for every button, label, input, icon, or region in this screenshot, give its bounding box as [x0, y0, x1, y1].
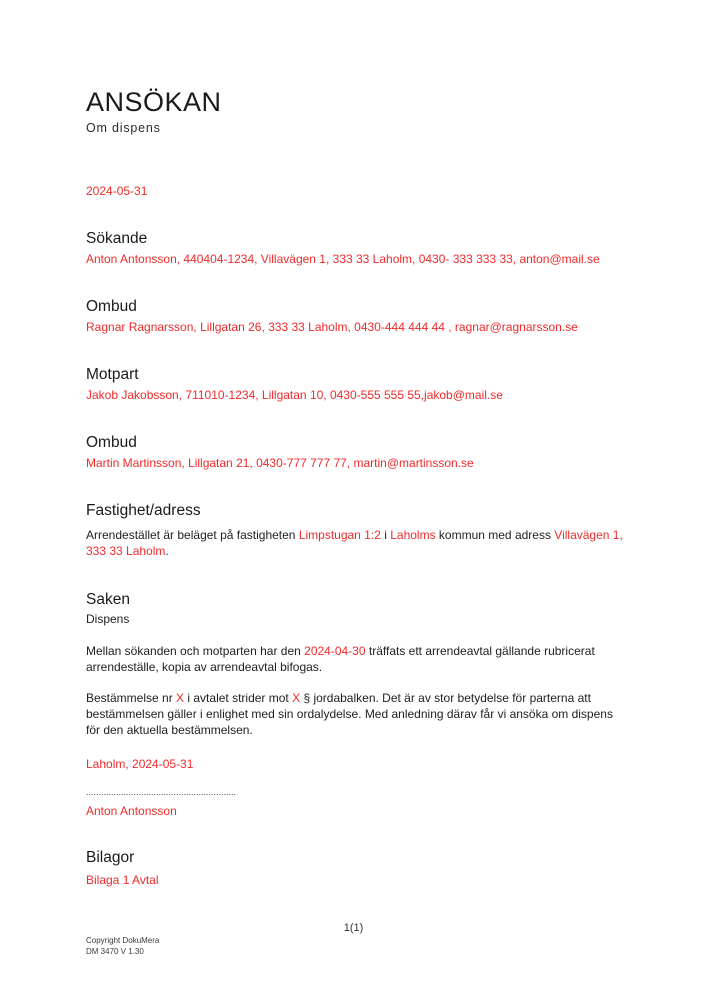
section-heading-fastighet: Fastighet/adress	[86, 502, 201, 519]
page-number: 1(1)	[343, 922, 364, 934]
section-heading-sokande: Sökande	[86, 230, 148, 247]
para2-text-2: i avtalet strider mot	[184, 691, 293, 705]
ombud-1-details: Ragnar Ragnarsson, Lillgatan 26, 333 33 Laholm, 0430-444 444 44 , ragnar@ragnarsson.se	[86, 320, 578, 334]
section-sokande	[86, 230, 626, 267]
fastighet-text-4: .	[165, 544, 169, 558]
fastighet-text-3: kommun med adress	[435, 528, 555, 542]
para1-text-1: Mellan sökanden och motparten har den	[86, 644, 305, 658]
sokande-details: Anton Antonsson, 440404-1234, Villavägen 1, 333 33 Laholm, 0430- 333 333 33, anton@mail.se	[86, 252, 600, 266]
fastighet-property-id: Limpstugan 1:2	[298, 528, 381, 542]
para2-law-section: X	[292, 691, 301, 705]
copyright-line-1: Copyright DokuMera	[86, 936, 160, 945]
saken-paragraph-2	[86, 690, 626, 738]
signature-block	[86, 756, 626, 819]
para2-text-3: § jordabalken. Det är av stor betydelse för parterna att bestämmelsen gäller i enlighet med sin ordalydelse. Med anledning därav får vi ansöka om dispens för den aktuella bestämmelsen.	[86, 691, 613, 737]
para2-text-1: Bestämmelse nr	[86, 691, 177, 705]
section-heading-ombud-2: Ombud	[86, 434, 137, 451]
section-heading-saken: Saken	[86, 591, 130, 608]
signature-name: Anton Antonsson	[86, 804, 177, 818]
section-heading-motpart: Motpart	[86, 366, 139, 383]
footer-copyright	[86, 936, 159, 957]
section-heading-ombud-1: Ombud	[86, 298, 137, 315]
fastighet-text-2: i	[380, 528, 391, 542]
saken-subject: Dispens	[86, 612, 130, 626]
document-date: 2024-05-31	[86, 184, 148, 198]
document-content	[86, 0, 626, 888]
ombud-2-details: Martin Martinsson, Lillgatan 21, 0430-777 777 77, martin@martinsson.se	[86, 456, 474, 470]
page-title: ANSÖKAN	[86, 87, 222, 117]
section-ombud-1	[86, 298, 626, 335]
page-subtitle: Om dispens	[86, 121, 161, 135]
motpart-details: Jakob Jakobsson, 711010-1234, Lillgatan 10, 0430-555 555 55,jakob@mail.se	[86, 388, 503, 402]
section-saken	[86, 591, 626, 738]
fastighet-address: Villavägen 1, 333 33 Laholm	[86, 528, 623, 558]
para1-text-2: träffats ett arrendeavtal gällande rubricerat arrendeställe, kopia av arrendeavtal bifogas.	[86, 644, 595, 674]
section-fastighet	[86, 502, 626, 559]
para1-agreement-date: 2024-04-30	[304, 644, 366, 658]
saken-paragraph-1	[86, 643, 626, 675]
fastighet-text-1: Arrendestället är beläget på fastigheten	[86, 528, 299, 542]
bilagor-item: Bilaga 1 Avtal	[86, 873, 159, 887]
section-bilagor	[86, 849, 626, 888]
copyright-line-2: DM 3470 V 1.30	[86, 946, 144, 956]
signature-place-date: Laholm, 2024-05-31	[86, 757, 194, 771]
para2-clause-number: X	[176, 691, 185, 705]
signature-line: ............................................................	[86, 787, 237, 797]
fastighet-municipality: Laholms	[390, 528, 436, 542]
fastighet-paragraph	[86, 527, 626, 559]
section-ombud-2	[86, 434, 626, 471]
section-motpart	[86, 366, 626, 403]
section-heading-bilagor: Bilagor	[86, 849, 135, 866]
